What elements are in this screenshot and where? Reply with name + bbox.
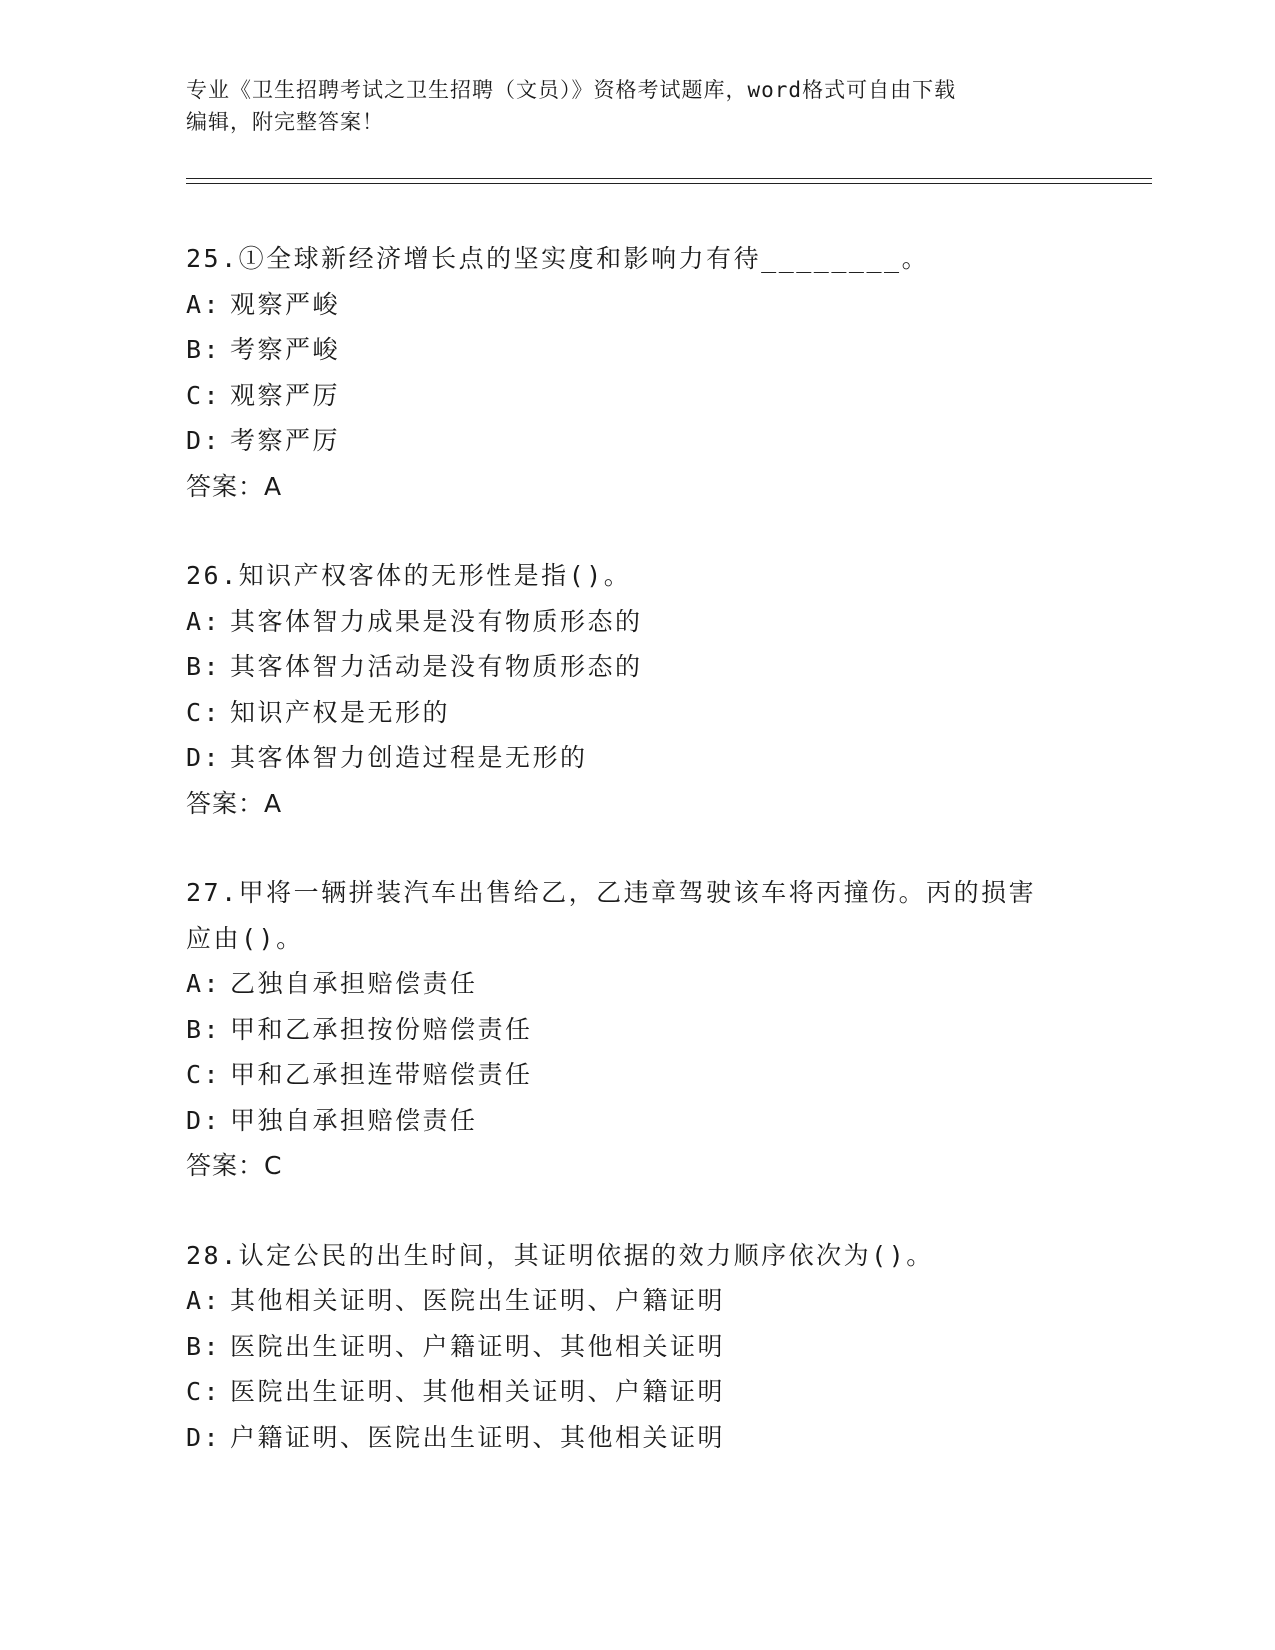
document-header xyxy=(186,74,1066,138)
option-text: 其客体智力成果是没有物质形态的 xyxy=(230,606,643,636)
option-text: 考察严厉 xyxy=(230,426,341,455)
option-letter: A: xyxy=(186,1286,222,1315)
option-letter: A: xyxy=(186,606,222,636)
option-text: 甲和乙承担按份赔偿责任 xyxy=(230,1014,533,1044)
answer-option xyxy=(186,418,1086,464)
option-letter: C: xyxy=(186,697,222,727)
answer-option xyxy=(186,1052,1086,1098)
option-letter: B: xyxy=(186,335,222,364)
question-stem-line: 28.认定公民的出生时间，其证明依据的效力顺序依次为()。 xyxy=(186,1240,934,1270)
answer-option xyxy=(186,1369,1086,1415)
option-letter: D: xyxy=(186,426,222,455)
option-letter: D: xyxy=(186,743,222,772)
option-text: 医院出生证明、其他相关证明、户籍证明 xyxy=(230,1377,726,1406)
answer-option xyxy=(186,735,1086,781)
answer-option xyxy=(186,644,1086,690)
header-divider-bottom xyxy=(186,183,1152,184)
option-text: 其他相关证明、医院出生证明、户籍证明 xyxy=(230,1286,726,1315)
answer-option xyxy=(186,1007,1086,1053)
option-text: 甲独自承担赔偿责任 xyxy=(230,1105,478,1135)
option-text: 观察严峻 xyxy=(230,289,341,319)
answer-option xyxy=(186,1278,1086,1324)
answer-option xyxy=(186,599,1086,645)
question-list xyxy=(186,236,1086,1504)
question-item xyxy=(186,236,1086,509)
question-item xyxy=(186,553,1086,826)
header-divider-top xyxy=(186,178,1152,179)
answer-key: 答案：A xyxy=(186,471,283,501)
header-line-1: 专业《卫生招聘考试之卫生招聘（文员）》资格考试题库，word格式可自由下载 xyxy=(186,78,957,102)
option-letter: A: xyxy=(186,969,222,998)
answer-option xyxy=(186,327,1086,373)
answer-key: 答案：A xyxy=(186,788,283,818)
option-text: 其客体智力创造过程是无形的 xyxy=(230,743,588,772)
option-letter: B: xyxy=(186,1331,222,1361)
answer-option xyxy=(186,690,1086,736)
option-letter: C: xyxy=(186,1377,222,1406)
question-stem-line: 应由()。 xyxy=(186,923,304,953)
question-item xyxy=(186,1233,1086,1461)
header-line-2: 编辑，附完整答案！ xyxy=(186,110,384,134)
question-stem-line: 25.①全球新经济增长点的坚实度和影响力有待________。 xyxy=(186,244,930,273)
answer-option xyxy=(186,282,1086,328)
option-text: 户籍证明、医院出生证明、其他相关证明 xyxy=(230,1422,726,1452)
question-item xyxy=(186,870,1086,1189)
question-stem xyxy=(186,1233,1086,1279)
option-letter: D: xyxy=(186,1422,222,1452)
option-text: 乙独自承担赔偿责任 xyxy=(230,969,478,998)
option-letter: C: xyxy=(186,1060,222,1089)
option-text: 考察严峻 xyxy=(230,335,341,364)
question-stem xyxy=(186,870,1086,961)
question-stem xyxy=(186,553,1086,599)
question-stem xyxy=(186,236,1086,282)
answer-option xyxy=(186,373,1086,419)
answer-option xyxy=(186,1098,1086,1144)
option-letter: A: xyxy=(186,289,222,319)
option-letter: B: xyxy=(186,1014,222,1044)
answer-option xyxy=(186,1324,1086,1370)
question-stem-line: 27.甲将一辆拼装汽车出售给乙，乙违章驾驶该车将丙撞伤。丙的损害 xyxy=(186,878,1037,907)
answer-option xyxy=(186,1415,1086,1461)
option-letter: C: xyxy=(186,380,222,410)
option-text: 甲和乙承担连带赔偿责任 xyxy=(230,1060,533,1089)
option-text: 观察严厉 xyxy=(230,380,341,410)
answer-key: 答案：C xyxy=(186,1151,283,1180)
question-stem-line: 26.知识产权客体的无形性是指()。 xyxy=(186,561,632,590)
answer-option xyxy=(186,961,1086,1007)
option-text: 知识产权是无形的 xyxy=(230,697,451,727)
option-letter: B: xyxy=(186,652,222,681)
option-letter: D: xyxy=(186,1105,222,1135)
option-text: 其客体智力活动是没有物质形态的 xyxy=(230,652,643,681)
option-text: 医院出生证明、户籍证明、其他相关证明 xyxy=(230,1331,726,1361)
